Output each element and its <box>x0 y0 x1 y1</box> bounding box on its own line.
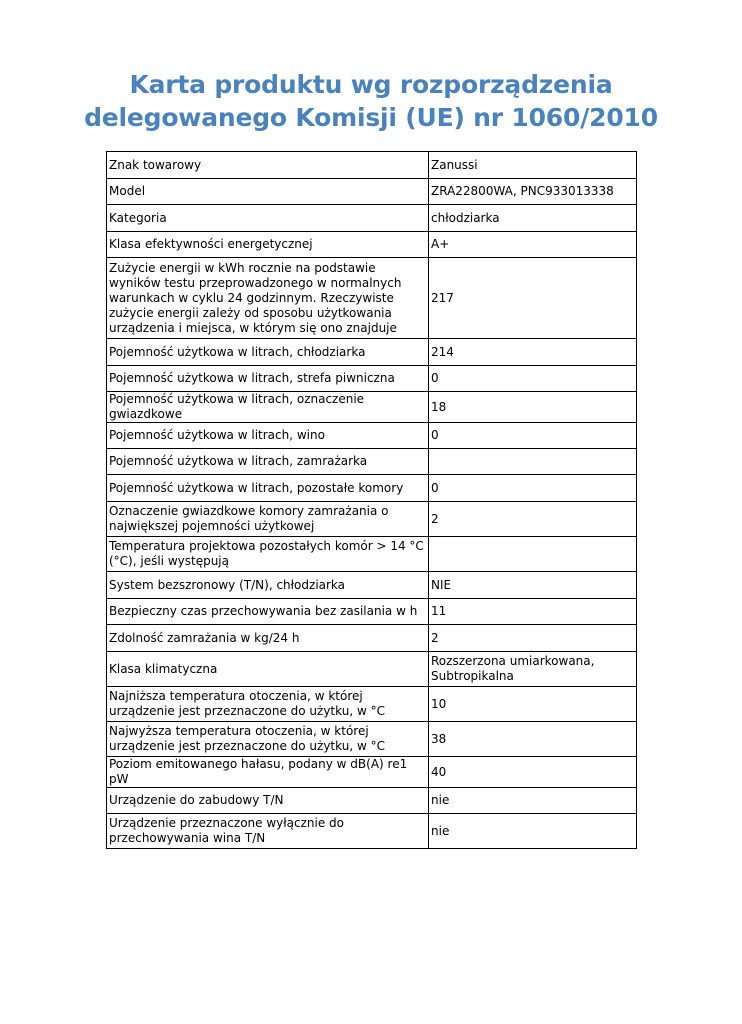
table-row <box>107 392 637 423</box>
row-value: 40 <box>429 757 637 788</box>
row-label: Pojemność użytkowa w litrach, wino <box>107 423 429 449</box>
table-row <box>107 152 637 179</box>
row-label: Pojemność użytkowa w litrach, zamrażarka <box>107 449 429 475</box>
table-row <box>107 537 637 572</box>
row-label: Kategoria <box>107 205 429 232</box>
row-value: 2 <box>429 502 637 537</box>
row-label: Najwyższa temperatura otoczenia, w której urządzenie jest przeznaczone do użytku, w °C <box>107 722 429 757</box>
table-row <box>107 687 637 722</box>
product-fiche-table <box>106 151 637 849</box>
row-value: Zanussi <box>429 152 637 179</box>
table-row <box>107 722 637 757</box>
table-row <box>107 366 637 392</box>
table-row <box>107 339 637 366</box>
row-value: nie <box>429 814 637 849</box>
table-row <box>107 572 637 599</box>
row-value: 10 <box>429 687 637 722</box>
row-label: Klasa klimatyczna <box>107 652 429 687</box>
table-row <box>107 179 637 205</box>
title-line-1: Karta produktu wg rozporządzenia <box>129 70 613 99</box>
row-value: 0 <box>429 366 637 392</box>
table-row <box>107 599 637 625</box>
row-label: Urządzenie do zabudowy T/N <box>107 788 429 814</box>
row-value: 38 <box>429 722 637 757</box>
row-label: Oznaczenie gwiazdkowe komory zamrażania o największej pojemności użytkowej <box>107 502 429 537</box>
table-row <box>107 423 637 449</box>
row-value: NIE <box>429 572 637 599</box>
row-value <box>429 537 637 572</box>
row-value: 217 <box>429 258 637 339</box>
table-row <box>107 788 637 814</box>
row-value: Rozszerzona umiarkowana, Subtropikalna <box>429 652 637 687</box>
table-row <box>107 757 637 788</box>
table-row <box>107 625 637 652</box>
table-row <box>107 475 637 502</box>
row-label: Zużycie energii w kWh rocznie na podstawie wyników testu przeprowadzonego w normalnych warunkach w cyklu 24 godzinnym. Rzeczywiste zużycie energii zależy od sposobu użytkowania urządzenia i miejsca, w którym się ono znajduje <box>107 258 429 339</box>
table-row <box>107 205 637 232</box>
row-label: Bezpieczny czas przechowywania bez zasilania w h <box>107 599 429 625</box>
row-label: Klasa efektywności energetycznej <box>107 232 429 258</box>
row-value: 0 <box>429 475 637 502</box>
title-line-2: delegowanego Komisji (UE) nr 1060/2010 <box>84 103 658 132</box>
row-label: Pojemność użytkowa w litrach, strefa piwniczna <box>107 366 429 392</box>
row-value: nie <box>429 788 637 814</box>
page-title <box>60 68 682 134</box>
row-label: Najniższa temperatura otoczenia, w której urządzenie jest przeznaczone do użytku, w °C <box>107 687 429 722</box>
row-value: 214 <box>429 339 637 366</box>
row-value: ZRA22800WA, PNC933013338 <box>429 179 637 205</box>
row-label: Pojemność użytkowa w litrach, pozostałe komory <box>107 475 429 502</box>
row-value: 11 <box>429 599 637 625</box>
row-value: A+ <box>429 232 637 258</box>
row-label: Pojemność użytkowa w litrach, chłodziarka <box>107 339 429 366</box>
table-row <box>107 814 637 849</box>
row-value: 2 <box>429 625 637 652</box>
row-label: Pojemność użytkowa w litrach, oznaczenie gwiazdkowe <box>107 392 429 423</box>
row-value: 0 <box>429 423 637 449</box>
table-row <box>107 449 637 475</box>
row-label: Poziom emitowanego hałasu, podany w dB(A) re1 pW <box>107 757 429 788</box>
row-label: Temperatura projektowa pozostałych komór > 14 °C (°C), jeśli występują <box>107 537 429 572</box>
row-value <box>429 449 637 475</box>
row-label: Urządzenie przeznaczone wyłącznie do przechowywania wina T/N <box>107 814 429 849</box>
row-label: System bezszronowy (T/N), chłodziarka <box>107 572 429 599</box>
row-label: Znak towarowy <box>107 152 429 179</box>
table-row <box>107 502 637 537</box>
table-row <box>107 258 637 339</box>
row-value: chłodziarka <box>429 205 637 232</box>
table-row <box>107 652 637 687</box>
row-value: 18 <box>429 392 637 423</box>
row-label: Model <box>107 179 429 205</box>
row-label: Zdolność zamrażania w kg/24 h <box>107 625 429 652</box>
table-row <box>107 232 637 258</box>
